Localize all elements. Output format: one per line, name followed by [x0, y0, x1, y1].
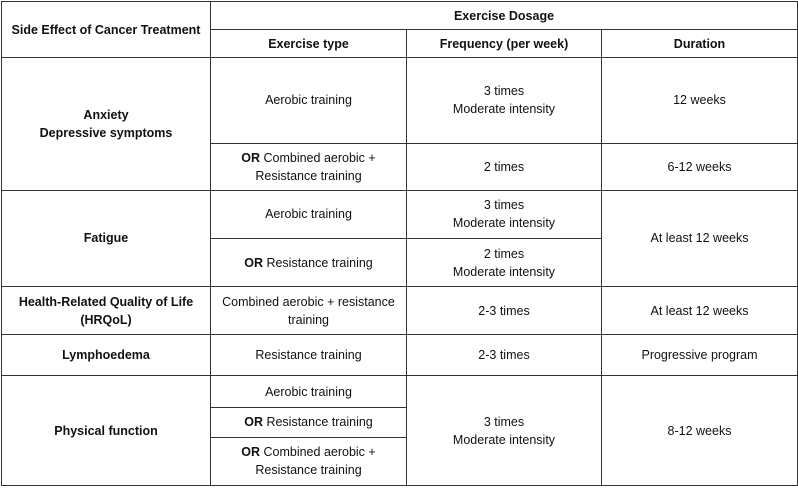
- frequency-cell: 3 times Moderate intensity: [407, 58, 602, 143]
- exercise-dosage-table: [1, 1, 798, 486]
- frequency-cell: 3 times Moderate intensity: [407, 376, 602, 486]
- exercise-type-cell: Aerobic training: [211, 376, 407, 407]
- exercise-type-cell: OR Resistance training: [211, 238, 407, 286]
- table-row: [2, 287, 798, 335]
- exercise-type-cell: Combined aerobic + resistance training: [211, 287, 407, 335]
- duration-cell: 6-12 weeks: [602, 143, 798, 190]
- table-row: [2, 58, 798, 143]
- exercise-type-cell: OR Resistance training: [211, 407, 407, 437]
- exercise-type-cell: Resistance training: [211, 335, 407, 376]
- frequency-cell: 2 times: [407, 143, 602, 190]
- frequency-cell: 2 times Moderate intensity: [407, 238, 602, 286]
- side-effect-fatigue: Fatigue: [2, 190, 211, 286]
- duration-cell: At least 12 weeks: [602, 190, 798, 286]
- side-effect-lymphoedema: Lymphoedema: [2, 335, 211, 376]
- frequency-cell: 2-3 times: [407, 335, 602, 376]
- side-effect-physical-function: Physical function: [2, 376, 211, 486]
- exercise-type-cell: OR Combined aerobic + Resistance training: [211, 143, 407, 190]
- table-row: [2, 376, 798, 407]
- header-side-effect: Side Effect of Cancer Treatment: [2, 2, 211, 58]
- exercise-type-cell: OR Combined aerobic + Resistance training: [211, 437, 407, 485]
- exercise-type-cell: Aerobic training: [211, 190, 407, 238]
- side-effect-anxiety: Anxiety Depressive symptoms: [2, 58, 211, 191]
- frequency-cell: 2-3 times: [407, 287, 602, 335]
- table-row: [2, 335, 798, 376]
- table-row: [2, 190, 798, 238]
- header-exercise-type: Exercise type: [211, 30, 407, 58]
- header-duration: Duration: [602, 30, 798, 58]
- header-frequency: Frequency (per week): [407, 30, 602, 58]
- frequency-cell: 3 times Moderate intensity: [407, 190, 602, 238]
- duration-cell: At least 12 weeks: [602, 287, 798, 335]
- header-exercise-dosage: Exercise Dosage: [211, 2, 798, 30]
- side-effect-hrqol: Health-Related Quality of Life (HRQoL): [2, 287, 211, 335]
- duration-cell: Progressive program: [602, 335, 798, 376]
- exercise-type-cell: Aerobic training: [211, 58, 407, 143]
- duration-cell: 12 weeks: [602, 58, 798, 143]
- duration-cell: 8-12 weeks: [602, 376, 798, 486]
